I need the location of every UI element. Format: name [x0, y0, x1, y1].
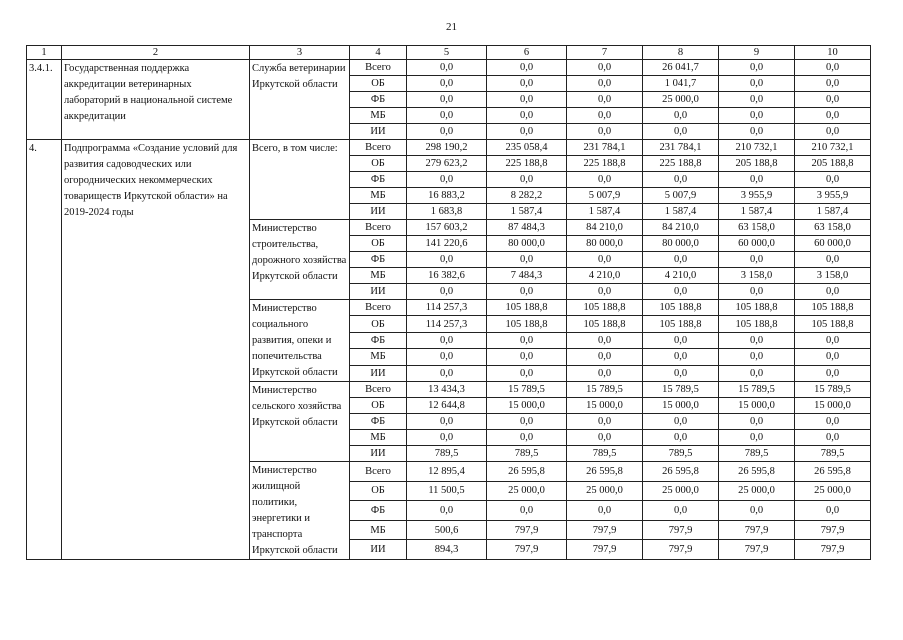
section-name: Государственная поддержка аккредитации ветеринарных лабораторий в национальной системе аккредитации	[62, 60, 250, 140]
amount-cell: 1 587,4	[719, 204, 795, 220]
amount-cell: 0,0	[643, 172, 719, 188]
funding-source: Всего	[350, 462, 407, 482]
amount-cell: 0,0	[719, 430, 795, 446]
amount-cell: 15 789,5	[795, 382, 871, 398]
amount-cell: 15 789,5	[643, 382, 719, 398]
amount-cell: 0,0	[719, 60, 795, 76]
amount-cell: 0,0	[795, 349, 871, 365]
funding-source: ОБ	[350, 481, 407, 501]
amount-cell: 0,0	[567, 365, 643, 381]
amount-cell: 1 587,4	[567, 204, 643, 220]
amount-cell: 60 000,0	[795, 236, 871, 252]
amount-cell: 797,9	[567, 540, 643, 560]
page-number: 21	[446, 21, 457, 33]
amount-cell: 0,0	[795, 501, 871, 521]
amount-cell: 0,0	[567, 252, 643, 268]
amount-cell: 797,9	[795, 520, 871, 540]
funding-source: ФБ	[350, 501, 407, 521]
amount-cell: 0,0	[407, 172, 487, 188]
amount-cell: 15 000,0	[643, 398, 719, 414]
amount-cell: 25 000,0	[487, 481, 567, 501]
amount-cell: 105 188,8	[795, 316, 871, 332]
column-header: 7	[567, 46, 643, 60]
amount-cell: 105 188,8	[643, 316, 719, 332]
table-row	[27, 140, 871, 156]
amount-cell: 0,0	[567, 332, 643, 348]
amount-cell: 15 000,0	[795, 398, 871, 414]
amount-cell: 26 595,8	[643, 462, 719, 482]
amount-cell: 789,5	[487, 446, 567, 462]
amount-cell: 84 210,0	[643, 220, 719, 236]
funding-source: МБ	[350, 430, 407, 446]
amount-cell: 797,9	[643, 520, 719, 540]
section-number: 3.4.1.	[27, 60, 62, 140]
amount-cell: 0,0	[487, 349, 567, 365]
amount-cell: 797,9	[567, 520, 643, 540]
amount-cell: 0,0	[487, 414, 567, 430]
amount-cell: 797,9	[719, 540, 795, 560]
amount-cell: 105 188,8	[487, 300, 567, 316]
amount-cell: 0,0	[795, 252, 871, 268]
funding-source: МБ	[350, 349, 407, 365]
amount-cell: 0,0	[487, 332, 567, 348]
amount-cell: 0,0	[487, 284, 567, 300]
amount-cell: 0,0	[487, 60, 567, 76]
amount-cell: 11 500,5	[407, 481, 487, 501]
amount-cell: 80 000,0	[487, 236, 567, 252]
amount-cell: 1 041,7	[643, 76, 719, 92]
amount-cell: 0,0	[795, 332, 871, 348]
funding-source: ФБ	[350, 332, 407, 348]
amount-cell: 0,0	[407, 252, 487, 268]
amount-cell: 16 883,2	[407, 188, 487, 204]
amount-cell: 0,0	[795, 284, 871, 300]
amount-cell: 0,0	[719, 332, 795, 348]
funding-source: ОБ	[350, 316, 407, 332]
amount-cell: 279 623,2	[407, 156, 487, 172]
amount-cell: 12 895,4	[407, 462, 487, 482]
amount-cell: 0,0	[719, 349, 795, 365]
executor-name: Министерство социального развития, опеки и попечительства Иркутской области	[250, 300, 350, 382]
amount-cell: 0,0	[567, 501, 643, 521]
amount-cell: 105 188,8	[487, 316, 567, 332]
executor-name: Служба ветеринарии Иркутской области	[250, 60, 350, 140]
amount-cell: 0,0	[567, 349, 643, 365]
amount-cell: 26 595,8	[487, 462, 567, 482]
amount-cell: 0,0	[795, 108, 871, 124]
amount-cell: 80 000,0	[643, 236, 719, 252]
amount-cell: 84 210,0	[567, 220, 643, 236]
amount-cell: 0,0	[719, 252, 795, 268]
funding-source: ОБ	[350, 398, 407, 414]
amount-cell: 0,0	[719, 414, 795, 430]
funding-source: ИИ	[350, 284, 407, 300]
amount-cell: 0,0	[719, 172, 795, 188]
amount-cell: 105 188,8	[567, 300, 643, 316]
amount-cell: 225 188,8	[643, 156, 719, 172]
amount-cell: 1 683,8	[407, 204, 487, 220]
amount-cell: 0,0	[407, 124, 487, 140]
amount-cell: 0,0	[407, 284, 487, 300]
amount-cell: 0,0	[719, 284, 795, 300]
funding-source: МБ	[350, 108, 407, 124]
amount-cell: 298 190,2	[407, 140, 487, 156]
amount-cell: 3 158,0	[719, 268, 795, 284]
funding-source: ОБ	[350, 236, 407, 252]
amount-cell: 157 603,2	[407, 220, 487, 236]
amount-cell: 105 188,8	[795, 300, 871, 316]
funding-source: ИИ	[350, 365, 407, 381]
amount-cell: 797,9	[487, 540, 567, 560]
amount-cell: 25 000,0	[567, 481, 643, 501]
column-header: 1	[27, 46, 62, 60]
amount-cell: 500,6	[407, 520, 487, 540]
section-name: Подпрограмма «Создание условий для развития садоводческих или огороднических некоммерческих товариществ Иркутской области» на 2019-2024 годы	[62, 140, 250, 560]
amount-cell: 25 000,0	[795, 481, 871, 501]
amount-cell: 797,9	[643, 540, 719, 560]
amount-cell: 0,0	[407, 60, 487, 76]
amount-cell: 789,5	[719, 446, 795, 462]
amount-cell: 114 257,3	[407, 316, 487, 332]
amount-cell: 0,0	[719, 365, 795, 381]
amount-cell: 0,0	[795, 365, 871, 381]
funding-source: Всего	[350, 140, 407, 156]
amount-cell: 25 000,0	[643, 92, 719, 108]
amount-cell: 0,0	[795, 76, 871, 92]
amount-cell: 0,0	[487, 76, 567, 92]
amount-cell: 26 595,8	[719, 462, 795, 482]
funding-source: ИИ	[350, 204, 407, 220]
amount-cell: 0,0	[643, 332, 719, 348]
amount-cell: 0,0	[643, 252, 719, 268]
amount-cell: 797,9	[487, 520, 567, 540]
amount-cell: 15 789,5	[567, 382, 643, 398]
funding-source: Всего	[350, 220, 407, 236]
amount-cell: 0,0	[487, 252, 567, 268]
executor-name: Всего, в том числе:	[250, 140, 350, 220]
amount-cell: 15 000,0	[487, 398, 567, 414]
funding-source: ФБ	[350, 414, 407, 430]
amount-cell: 0,0	[795, 92, 871, 108]
amount-cell: 63 158,0	[719, 220, 795, 236]
amount-cell: 0,0	[795, 60, 871, 76]
amount-cell: 4 210,0	[567, 268, 643, 284]
amount-cell: 26 595,8	[567, 462, 643, 482]
amount-cell: 0,0	[643, 284, 719, 300]
amount-cell: 0,0	[795, 124, 871, 140]
amount-cell: 789,5	[795, 446, 871, 462]
amount-cell: 789,5	[567, 446, 643, 462]
column-header: 6	[487, 46, 567, 60]
amount-cell: 0,0	[795, 172, 871, 188]
amount-cell: 1 587,4	[795, 204, 871, 220]
amount-cell: 5 007,9	[567, 188, 643, 204]
amount-cell: 60 000,0	[719, 236, 795, 252]
amount-cell: 789,5	[643, 446, 719, 462]
amount-cell: 0,0	[795, 414, 871, 430]
funding-source: МБ	[350, 188, 407, 204]
amount-cell: 0,0	[643, 414, 719, 430]
column-header: 3	[250, 46, 350, 60]
amount-cell: 26 041,7	[643, 60, 719, 76]
section-number: 4.	[27, 140, 62, 560]
amount-cell: 225 188,8	[567, 156, 643, 172]
amount-cell: 80 000,0	[567, 236, 643, 252]
amount-cell: 0,0	[567, 124, 643, 140]
amount-cell: 3 955,9	[719, 188, 795, 204]
column-header: 9	[719, 46, 795, 60]
amount-cell: 0,0	[719, 108, 795, 124]
amount-cell: 0,0	[719, 501, 795, 521]
amount-cell: 0,0	[719, 124, 795, 140]
amount-cell: 0,0	[567, 76, 643, 92]
amount-cell: 25 000,0	[719, 481, 795, 501]
amount-cell: 231 784,1	[643, 140, 719, 156]
amount-cell: 0,0	[407, 501, 487, 521]
amount-cell: 3 158,0	[795, 268, 871, 284]
amount-cell: 0,0	[407, 414, 487, 430]
funding-source: ФБ	[350, 92, 407, 108]
amount-cell: 0,0	[719, 76, 795, 92]
funding-source: ИИ	[350, 446, 407, 462]
amount-cell: 205 188,8	[795, 156, 871, 172]
amount-cell: 210 732,1	[719, 140, 795, 156]
column-header: 4	[350, 46, 407, 60]
amount-cell: 5 007,9	[643, 188, 719, 204]
amount-cell: 15 000,0	[719, 398, 795, 414]
amount-cell: 0,0	[407, 76, 487, 92]
amount-cell: 105 188,8	[567, 316, 643, 332]
amount-cell: 0,0	[407, 349, 487, 365]
funding-source: ФБ	[350, 172, 407, 188]
amount-cell: 8 282,2	[487, 188, 567, 204]
amount-cell: 0,0	[407, 92, 487, 108]
amount-cell: 7 484,3	[487, 268, 567, 284]
amount-cell: 15 000,0	[567, 398, 643, 414]
amount-cell: 114 257,3	[407, 300, 487, 316]
amount-cell: 0,0	[643, 124, 719, 140]
amount-cell: 26 595,8	[795, 462, 871, 482]
header-row	[27, 46, 871, 60]
amount-cell: 0,0	[643, 430, 719, 446]
amount-cell: 0,0	[567, 108, 643, 124]
amount-cell: 0,0	[643, 349, 719, 365]
amount-cell: 13 434,3	[407, 382, 487, 398]
column-header: 10	[795, 46, 871, 60]
amount-cell: 0,0	[567, 284, 643, 300]
funding-source: ФБ	[350, 252, 407, 268]
amount-cell: 25 000,0	[643, 481, 719, 501]
amount-cell: 15 789,5	[719, 382, 795, 398]
amount-cell: 0,0	[643, 108, 719, 124]
amount-cell: 105 188,8	[719, 300, 795, 316]
amount-cell: 16 382,6	[407, 268, 487, 284]
amount-cell: 0,0	[407, 430, 487, 446]
amount-cell: 235 058,4	[487, 140, 567, 156]
amount-cell: 0,0	[487, 365, 567, 381]
funding-source: ОБ	[350, 156, 407, 172]
amount-cell: 225 188,8	[487, 156, 567, 172]
amount-cell: 12 644,8	[407, 398, 487, 414]
amount-cell: 0,0	[487, 501, 567, 521]
funding-source: Всего	[350, 382, 407, 398]
amount-cell: 105 188,8	[643, 300, 719, 316]
amount-cell: 0,0	[567, 60, 643, 76]
amount-cell: 1 587,4	[643, 204, 719, 220]
executor-name: Министерство строительства, дорожного хозяйства Иркутской области	[250, 220, 350, 300]
amount-cell: 0,0	[487, 172, 567, 188]
amount-cell: 15 789,5	[487, 382, 567, 398]
amount-cell: 0,0	[407, 108, 487, 124]
amount-cell: 0,0	[487, 108, 567, 124]
amount-cell: 789,5	[407, 446, 487, 462]
funding-source: Всего	[350, 300, 407, 316]
funding-source: ИИ	[350, 124, 407, 140]
amount-cell: 4 210,0	[643, 268, 719, 284]
budget-table	[26, 45, 871, 560]
amount-cell: 210 732,1	[795, 140, 871, 156]
amount-cell: 231 784,1	[567, 140, 643, 156]
amount-cell: 0,0	[567, 430, 643, 446]
amount-cell: 0,0	[795, 430, 871, 446]
amount-cell: 205 188,8	[719, 156, 795, 172]
funding-source: МБ	[350, 268, 407, 284]
amount-cell: 0,0	[487, 92, 567, 108]
amount-cell: 0,0	[567, 172, 643, 188]
funding-source: ОБ	[350, 76, 407, 92]
column-header: 8	[643, 46, 719, 60]
amount-cell: 1 587,4	[487, 204, 567, 220]
amount-cell: 3 955,9	[795, 188, 871, 204]
executor-name: Министерство сельского хозяйства Иркутской области	[250, 382, 350, 462]
amount-cell: 0,0	[407, 332, 487, 348]
amount-cell: 141 220,6	[407, 236, 487, 252]
amount-cell: 0,0	[643, 365, 719, 381]
amount-cell: 0,0	[567, 92, 643, 108]
amount-cell: 0,0	[643, 501, 719, 521]
column-header: 2	[62, 46, 250, 60]
amount-cell: 87 484,3	[487, 220, 567, 236]
amount-cell: 0,0	[567, 414, 643, 430]
funding-source: ИИ	[350, 540, 407, 560]
table-row	[27, 60, 871, 76]
amount-cell: 797,9	[795, 540, 871, 560]
amount-cell: 797,9	[719, 520, 795, 540]
amount-cell: 63 158,0	[795, 220, 871, 236]
funding-source: Всего	[350, 60, 407, 76]
amount-cell: 0,0	[487, 430, 567, 446]
amount-cell: 894,3	[407, 540, 487, 560]
amount-cell: 105 188,8	[719, 316, 795, 332]
amount-cell: 0,0	[719, 92, 795, 108]
column-header: 5	[407, 46, 487, 60]
funding-source: МБ	[350, 520, 407, 540]
executor-name: Министерство жилищной политики, энергетики и транспорта Иркутской области	[250, 462, 350, 560]
amount-cell: 0,0	[407, 365, 487, 381]
amount-cell: 0,0	[487, 124, 567, 140]
